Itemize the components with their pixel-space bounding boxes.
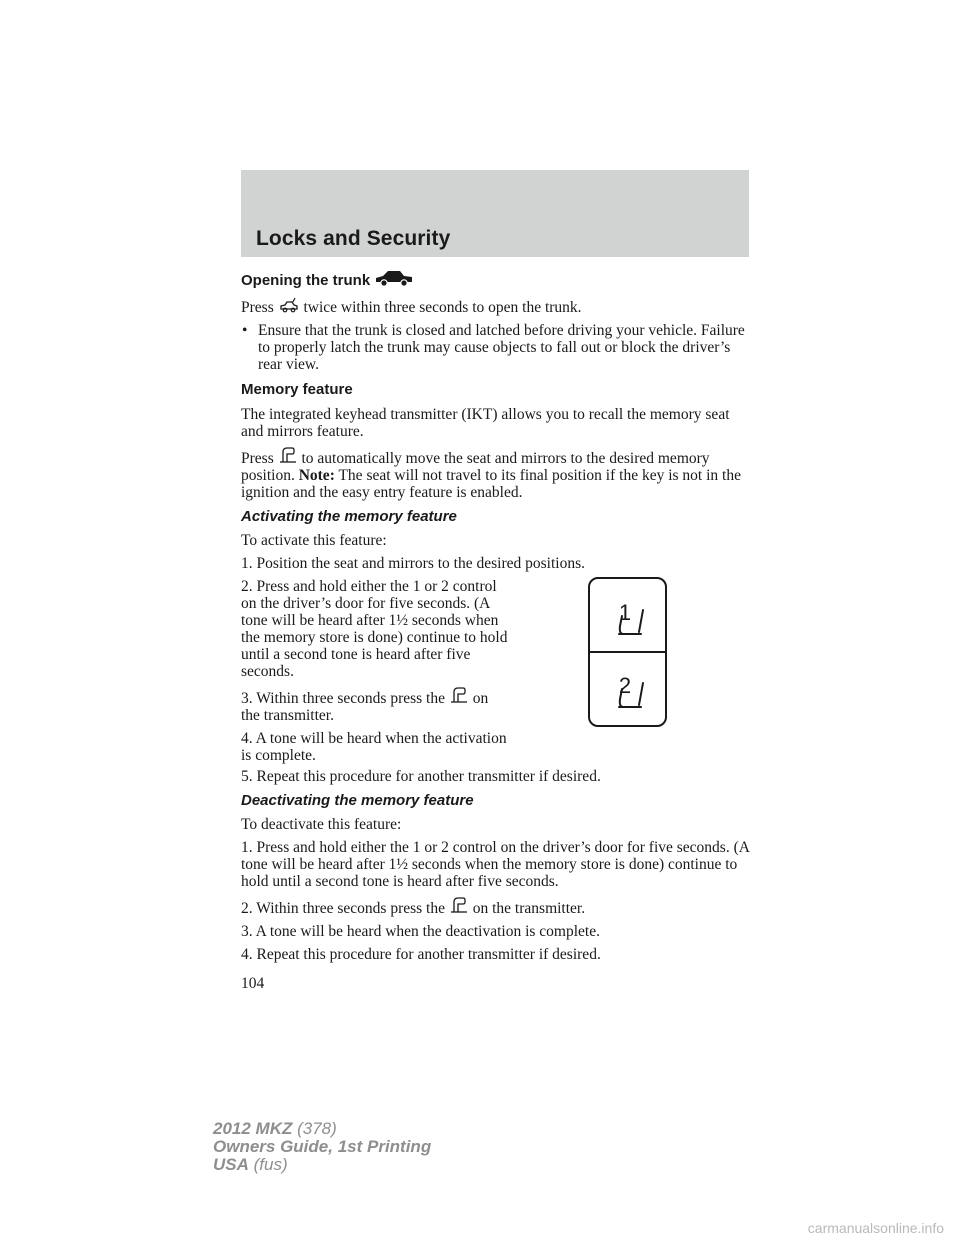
activating-step-2: 2. Press and hold either the 1 or 2 control on the driver’s door for five seconds. (A tone will be heard after 1½ seconds when the memory store is done) continue to hold until a second tone is heard after five seconds. <box>241 578 508 680</box>
memory-seat-icon <box>449 896 469 916</box>
deactivating-heading: Deactivating the memory feature <box>241 792 474 809</box>
deactivating-step-2-suffix: on the transmitter. <box>472 900 586 917</box>
opening-trunk-heading-text: Opening the trunk <box>241 272 371 289</box>
memory-press-prefix: Press <box>241 450 274 467</box>
section-title: Locks and Security <box>256 227 451 250</box>
trunk-press-suffix: twice within three seconds to open the trunk. <box>303 299 582 316</box>
section-header-band <box>241 170 749 257</box>
footer-line-2: Owners Guide, 1st Printing <box>213 1137 432 1156</box>
memory-intro: The integrated keyhead transmitter (IKT) allows you to recall the memory seat and mirrors feature. <box>241 406 730 440</box>
trunk-release-icon <box>278 297 300 315</box>
memory-seat-icon <box>278 446 298 466</box>
footer-line-1 <box>213 1120 431 1138</box>
activating-step-4: 4. A tone will be heard when the activation is complete. <box>241 730 507 764</box>
deactivating-intro: To deactivate this feature: <box>241 816 402 833</box>
deactivating-step-4: 4. Repeat this procedure for another transmitter if desired. <box>241 946 601 963</box>
car-trunk-icon <box>374 268 414 288</box>
activating-step-3 <box>241 686 509 724</box>
page-content <box>241 268 751 963</box>
memory-press-instruction <box>241 446 751 501</box>
watermark: carmanualsonline.info <box>807 1220 944 1236</box>
memory-seat-icon <box>449 686 469 706</box>
note-text: The seat will not travel to its final position if the key is not in the ignition and the easy entry feature is enabled. <box>241 467 741 501</box>
memory-control-illustration <box>587 576 669 728</box>
print-footer <box>213 1120 431 1174</box>
footer-region-code: (fus) <box>253 1155 288 1174</box>
footer-line-3 <box>213 1156 431 1174</box>
footer-region: USA <box>213 1155 249 1174</box>
page-number: 104 <box>241 975 265 992</box>
deactivating-step-3: 3. A tone will be heard when the deactivation is complete. <box>241 923 600 940</box>
footer-model-code: (378) <box>297 1119 337 1138</box>
memory-button-2-label: 2 <box>618 673 632 698</box>
trunk-press-prefix: Press <box>241 299 274 316</box>
activating-heading: Activating the memory feature <box>241 508 457 525</box>
deactivating-step-2 <box>241 896 751 917</box>
activating-intro: To activate this feature: <box>241 532 387 549</box>
opening-trunk-heading <box>241 268 751 291</box>
memory-feature-heading: Memory feature <box>241 381 353 398</box>
trunk-latch-warning: • Ensure that the trunk is closed and latched before driving your vehicle. Failure to properly latch the trunk may cause objects to fall out or block the driver’s rear view. <box>241 322 751 373</box>
trunk-press-instruction <box>241 297 751 316</box>
note-label: Note: <box>298 467 335 484</box>
footer-model: 2012 MKZ <box>213 1119 293 1138</box>
activating-step-3-prefix: 3. Within three seconds press the <box>241 690 445 707</box>
activating-step-3-suffix: on the transmitter. <box>241 690 489 724</box>
memory-press-suffix: to automatically move the seat and mirrors to the desired memory position. <box>241 450 710 484</box>
memory-button-1-label: 1 <box>618 600 632 625</box>
activating-step-5: 5. Repeat this procedure for another transmitter if desired. <box>241 768 601 785</box>
deactivating-step-1: 1. Press and hold either the 1 or 2 control on the driver’s door for five seconds. (A tone will be heard after 1½ seconds when the memory store is done) continue to hold until a second tone is heard after five seconds. <box>241 839 750 890</box>
deactivating-step-2-prefix: 2. Within three seconds press the <box>241 900 445 917</box>
activating-step-1: 1. Position the seat and mirrors to the desired positions. <box>241 555 585 572</box>
